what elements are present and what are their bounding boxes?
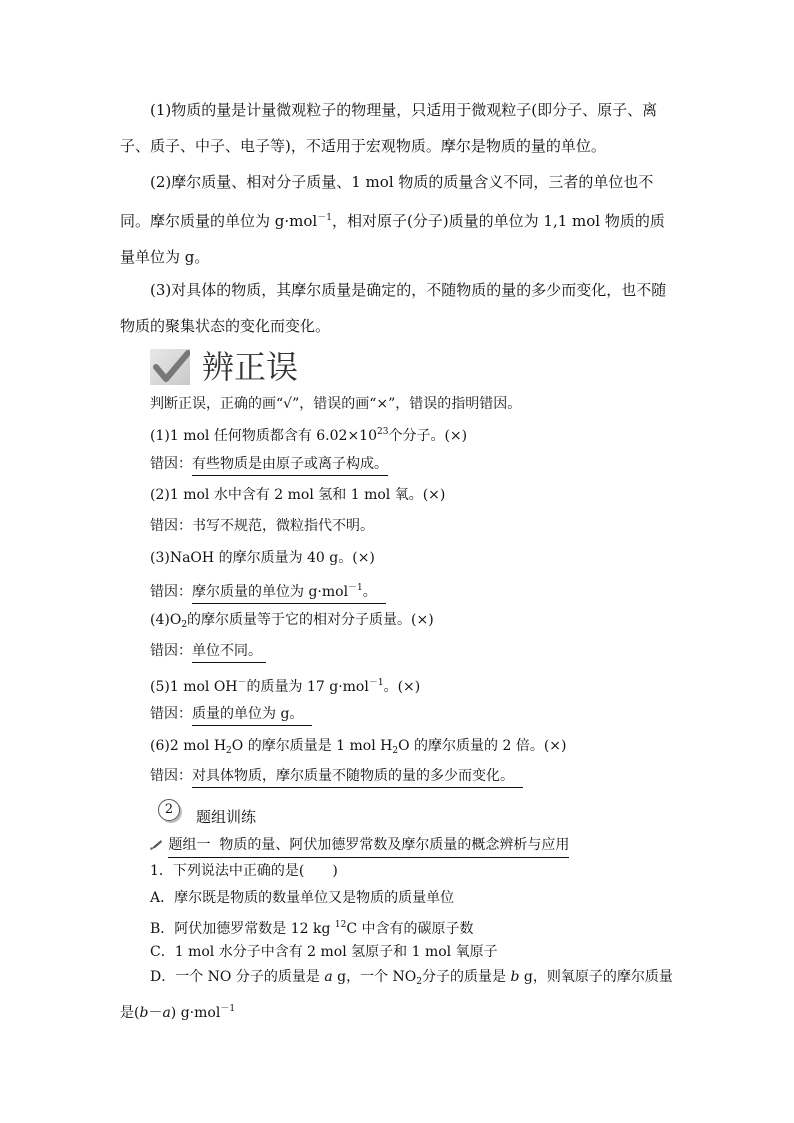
option-b-a: B．阿伏加德罗常数是 12 kg — [150, 921, 335, 937]
item-4 — [150, 610, 434, 635]
group-title: 物质的量、阿伏加德罗常数及摩尔质量的概念辨析与应用 — [219, 837, 570, 853]
note-2-text: (2)摩尔质量、相对分子质量、1 mol 物质的质量含义不同，三者的单位也不同。摩尔质量的单位为 g·mol — [120, 173, 654, 230]
item-1-a: (1)1 mol 任何物质都含有 6.02×10 — [150, 428, 377, 444]
reason-4-value: 单位不同。 — [192, 643, 262, 659]
group-label: 题组一 — [168, 837, 211, 853]
option-d-d: g，则氧原子的摩尔质量是( — [120, 969, 673, 1021]
banner-title: 辨正误 — [202, 348, 299, 386]
question-stem: 1．下列说法中正确的是( ) — [150, 863, 338, 879]
note-2-sup: －1 — [317, 213, 332, 223]
item-6-sub1: 2 — [226, 746, 232, 756]
note-3: (3)对具体的物质，其摩尔质量是确定的，不随物质的量的多少而变化，也不随物质的聚集状态的变化而变化。 — [120, 281, 667, 335]
item-5-a: (5)1 mol OH — [150, 679, 238, 695]
pen-icon — [150, 835, 164, 857]
option-d-sub: 2 — [416, 977, 422, 987]
reason-label: 错因： — [150, 456, 192, 472]
option-b — [150, 914, 474, 940]
item-5-c: 。(×) — [383, 679, 421, 695]
reason-6 — [150, 766, 523, 788]
item-1-b: 个分子。(×) — [388, 428, 468, 444]
item-5 — [150, 673, 420, 697]
reason-2-text: 书写不规范，微粒指代不明。 — [192, 518, 374, 534]
option-d-c: 分子的质量是 — [422, 969, 511, 985]
note-2 — [120, 164, 676, 275]
item-6-a: (6)2 mol H — [150, 738, 227, 754]
item-5-b: 的质量为 17 g·mol — [246, 679, 369, 695]
group-heading-text — [168, 834, 569, 858]
reason-label: 错因： — [150, 643, 192, 659]
reason-3 — [150, 578, 386, 604]
group-heading — [150, 834, 569, 858]
option-d-f: ) g·mol — [170, 1005, 221, 1021]
option-d-a: D．一个 NO 分子的质量是 — [150, 969, 325, 985]
reason-6-value: 对具体物质，摩尔质量不随物质的量的多少而变化。 — [192, 768, 514, 784]
reason-2 — [150, 516, 374, 536]
check-icon — [150, 349, 190, 385]
option-c: C．1 mol 水分子中含有 2 mol 氢原子和 1 mol 氧原子 — [150, 944, 498, 960]
option-d-sup: －1 — [220, 1004, 236, 1014]
item-4-a: (4)O — [150, 612, 182, 628]
item-1 — [150, 422, 467, 446]
item-4-b: 的摩尔质量等于它的相对分子质量。(×) — [187, 612, 434, 628]
option-d-var-b2: b — [139, 1005, 149, 1021]
reason-3-a: 摩尔质量的单位为 g·mol — [192, 584, 349, 600]
item-4-sub: 2 — [181, 620, 188, 630]
intro-text: 判断正误，正确的画“√”，错误的画“×”，错误的指明错因。 — [150, 396, 522, 412]
section-title: 题组训练 — [196, 808, 257, 826]
reason-label: 错因： — [150, 518, 192, 534]
section-banner — [150, 347, 300, 387]
reason-1-text: 有些物质是由原子或离子构成。 — [192, 454, 388, 476]
item-6-sub2: 2 — [392, 746, 399, 756]
note-2-text-2: ，相对原子(分子)质量的单位为 1,1 mol 物质的质量单位为 g。 — [120, 212, 665, 266]
reason-3-b: 。 — [362, 584, 377, 600]
reason-1 — [150, 454, 388, 476]
reason-5-value: 质量的单位为 g。 — [192, 706, 304, 722]
option-b-b: C 中含有的碳原子数 — [346, 921, 474, 937]
option-d-e: － — [148, 1005, 163, 1021]
item-6-c: O 的摩尔质量的 2 倍。(×) — [398, 738, 567, 754]
reason-5-text — [192, 704, 312, 726]
item-6-b: O 的摩尔质量是 1 mol H — [231, 738, 393, 754]
option-d — [120, 964, 676, 1027]
option-d-b: g，一个 NO — [332, 969, 417, 985]
reason-6-text — [192, 766, 523, 788]
item-5-sup1: － — [237, 678, 247, 688]
reason-3-sup: －1 — [348, 583, 363, 593]
option-a: A．摩尔既是物质的数量单位又是物质的质量单位 — [150, 890, 455, 906]
reason-label: 错因： — [150, 768, 192, 784]
item-2: (2)1 mol 水中含有 2 mol 氢和 1 mol 氧。(×) — [150, 487, 446, 503]
reason-label: 错因： — [150, 584, 192, 600]
option-d-var-b: b — [510, 969, 520, 985]
item-6 — [150, 736, 566, 761]
reason-4 — [150, 641, 266, 663]
note-1: (1)物质的量是计量微观粒子的物理量，只适用于微观粒子(即分子、原子、离子、质子、中子、电子等)，不适用于宏观物质。摩尔是物质的量的单位。 — [120, 101, 658, 155]
option-b-sup: 12 — [334, 920, 347, 930]
reason-4-text — [192, 641, 266, 663]
item-3: (3)NaOH 的摩尔质量为 40 g。(×) — [150, 550, 375, 566]
reason-5 — [150, 704, 312, 726]
option-d-var-a2: a — [162, 1005, 171, 1021]
option-d-var-a: a — [324, 969, 333, 985]
reason-3-text — [192, 578, 386, 604]
item-5-sup2: －1 — [368, 678, 384, 688]
section-number-badge: 2 — [158, 799, 180, 821]
item-1-sup: 23 — [377, 427, 389, 437]
reason-label: 错因： — [150, 706, 192, 722]
